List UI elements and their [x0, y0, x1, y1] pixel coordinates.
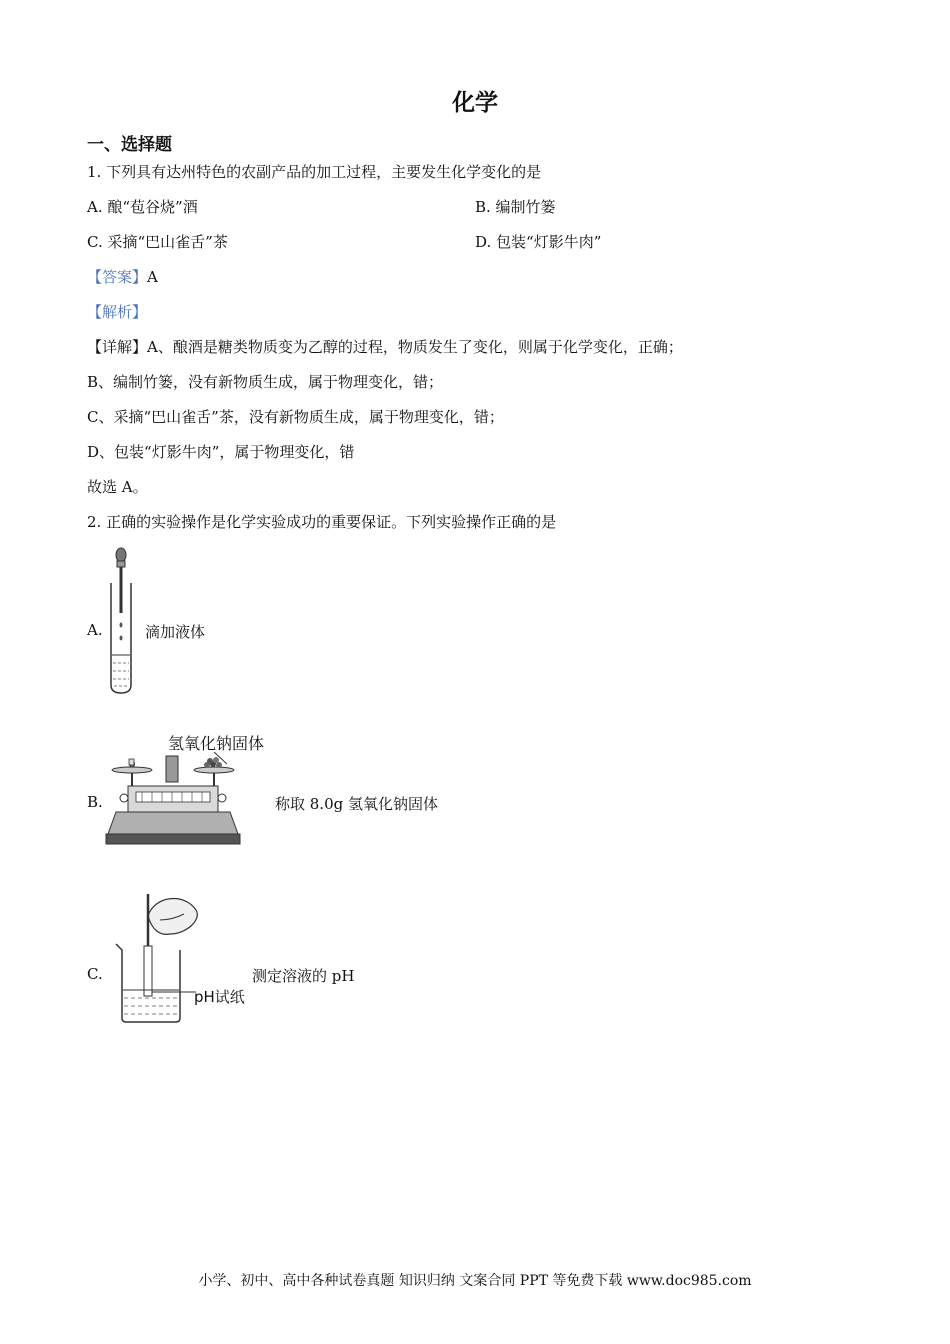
detail-text-1: A、酿酒是糖类物质变为乙醇的过程，物质发生了变化，则属于化学变化，正确； — [147, 338, 683, 356]
q1-detail-line-3: C、采摘“巴山雀舌”茶，没有新物质生成，属于物理变化，错； — [87, 408, 504, 426]
answer-value: A — [147, 268, 158, 286]
q1-detail-line-2: B、编制竹篓，没有新物质生成，属于物理变化，错； — [87, 373, 444, 391]
q2-option-b-letter: B. — [87, 793, 103, 811]
detail-tag: 【详解】 — [87, 338, 148, 356]
q2-option-b-text: 称取 8.0g 氢氧化钠固体 — [275, 795, 438, 813]
q1-option-b: B. 编制竹篓 — [475, 198, 556, 216]
page-title: 化学 — [452, 90, 498, 116]
analysis-tag: 【解析】 — [87, 303, 148, 321]
q1-conclusion: 故选 A。 — [87, 478, 148, 496]
question-1-stem: 1. 下列具有达州特色的农副产品的加工过程，主要发生化学变化的是 — [87, 163, 542, 181]
q2-option-c-text: 测定溶液的 pH — [252, 967, 355, 985]
answer-tag: 【答案】 — [87, 268, 148, 286]
balance-figure-label: 氢氧化钠固体 — [168, 734, 265, 753]
q1-option-d: D. 包装“灯影牛肉” — [475, 233, 602, 251]
question-2-stem: 2. 正确的实验操作是化学实验成功的重要保证。下列实验操作正确的是 — [87, 513, 557, 531]
q1-detail-line-4: D、包装“灯影牛肉”，属于物理变化，错 — [87, 443, 355, 461]
q2-option-a-letter: A. — [87, 621, 103, 639]
q1-answer-line — [87, 266, 158, 287]
balance-scale-figure — [102, 752, 242, 848]
q1-option-c: C. 采摘“巴山雀舌”茶 — [87, 233, 228, 251]
q2-option-c-letter: C. — [87, 965, 103, 983]
section-heading: 一、选择题 — [87, 135, 172, 155]
ph-paper-label: pH试纸 — [194, 988, 245, 1006]
page-footer: 小学、初中、高中各种试卷真题 知识归纳 文案合同 PPT 等免费下载 www.doc985.com — [198, 1273, 752, 1289]
dropper-test-tube-figure — [105, 545, 141, 695]
q1-detail-line-1 — [87, 336, 683, 357]
q2-option-a-text: 滴加液体 — [145, 623, 206, 641]
q1-option-a: A. 酿“苞谷烧”酒 — [87, 198, 198, 216]
